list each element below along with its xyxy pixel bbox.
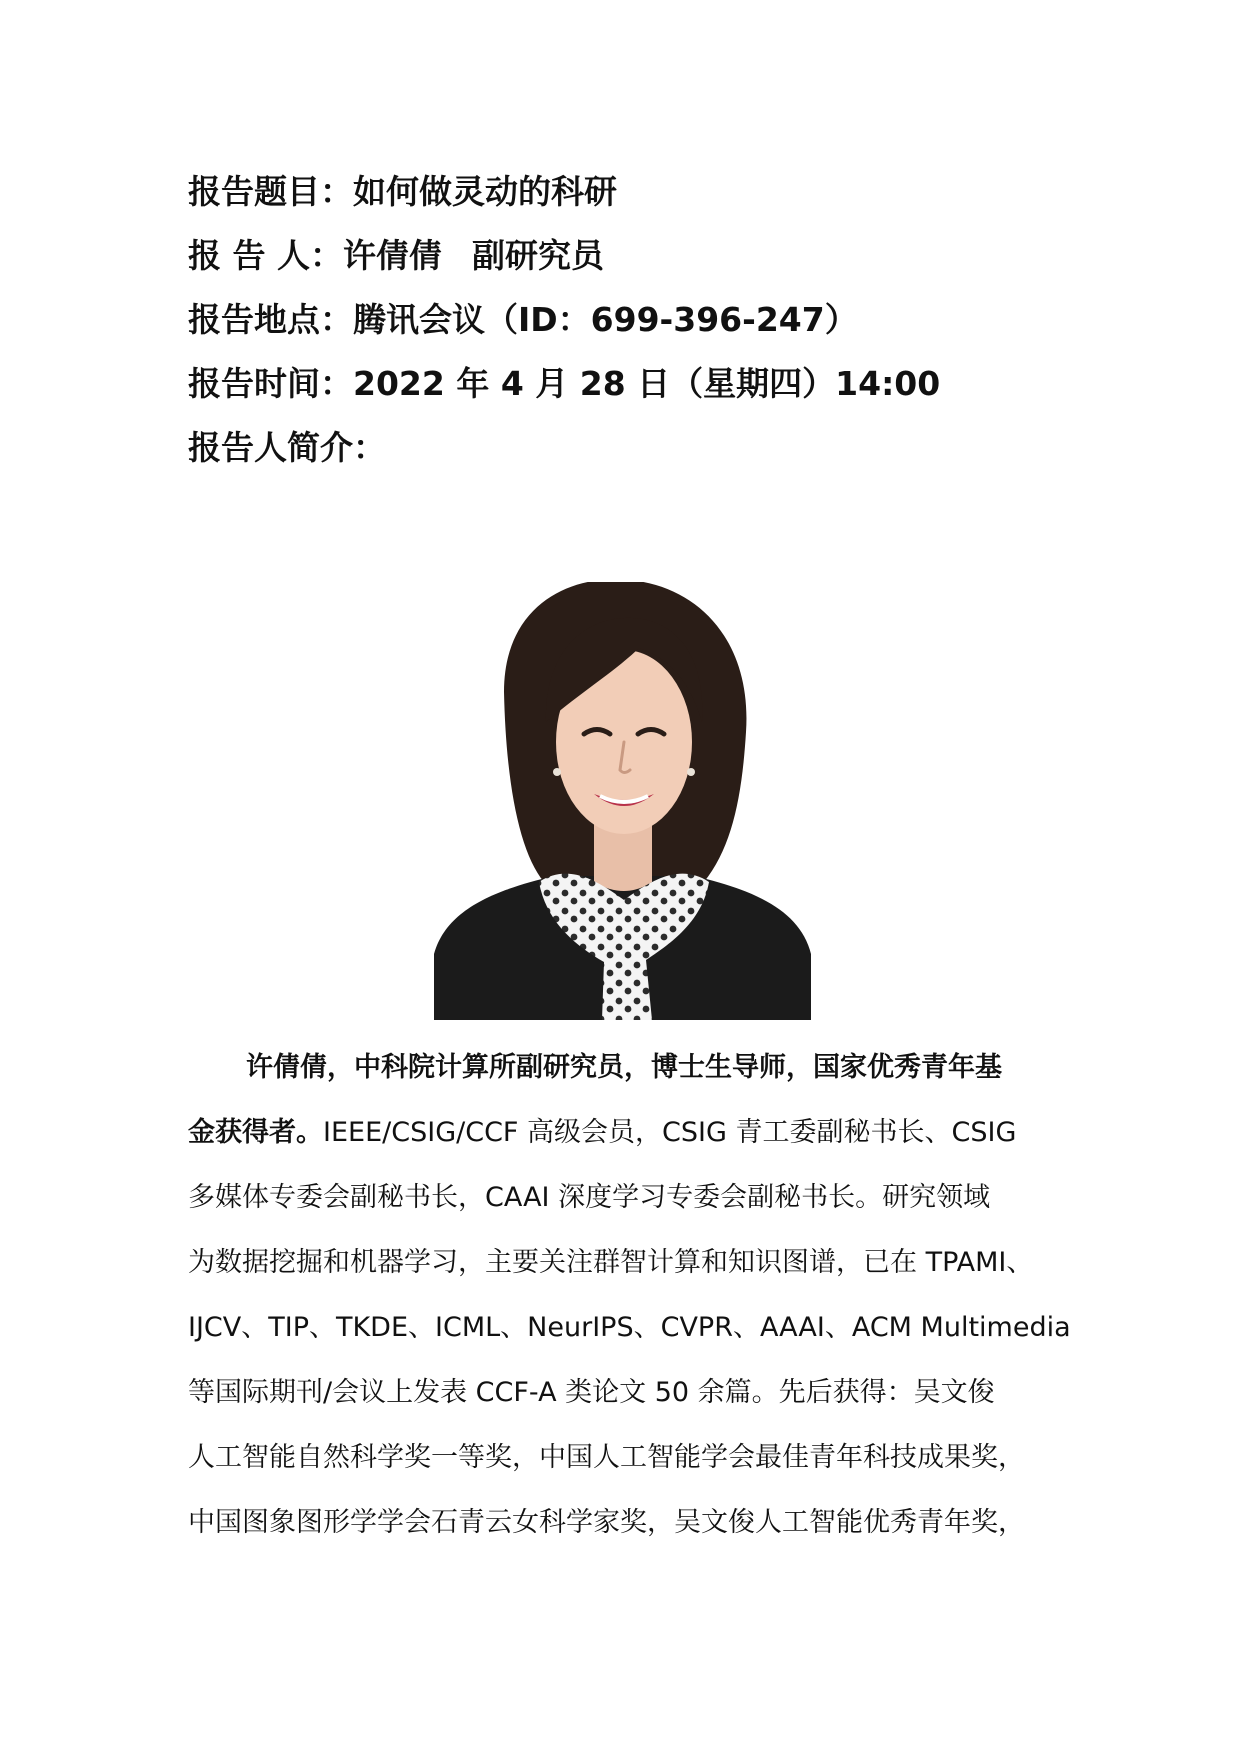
- speaker-photo: [434, 582, 811, 1020]
- bio-text: IEEE/CSIG/CCF 高级会员，CSIG 青工委副秘书长、CSIG: [323, 1117, 1017, 1148]
- report-speaker-line: [188, 224, 940, 288]
- bio-line: 中国图象图形学学会石青云女科学家奖，吴文俊人工智能优秀青年奖，: [188, 1507, 1025, 1538]
- report-speaker-rank: 副研究员: [471, 236, 604, 275]
- report-title-value: 如何做灵动的科研: [353, 172, 617, 211]
- report-speaker-label: 报 告 人：: [188, 236, 343, 275]
- report-location-label: 报告地点：: [188, 300, 353, 339]
- report-location-line: [188, 288, 940, 352]
- speaker-bio: [188, 1035, 1071, 1555]
- report-time-line: [188, 352, 940, 416]
- report-speaker-name: 许倩倩: [342, 236, 442, 275]
- report-intro-line: [188, 416, 940, 480]
- bio-line: 多媒体专委会副秘书长，CAAI 深度学习专委会副秘书长。研究领域: [188, 1182, 991, 1213]
- report-time-label: 报告时间：: [188, 364, 353, 403]
- bio-lead-end: 金获得者。: [188, 1117, 323, 1148]
- bio-line: 人工智能自然科学奖一等奖，中国人工智能学会最佳青年科技成果奖，: [188, 1442, 1025, 1473]
- speaker-portrait-illustration: [434, 582, 811, 1020]
- report-info: [188, 160, 940, 480]
- bio-line: IJCV、TIP、TKDE、ICML、NeurIPS、CVPR、AAAI、ACM Multimedia: [188, 1312, 1071, 1343]
- bio-line: 许倩倩，中科院计算所副研究员，博士生导师，国家优秀青年基: [246, 1052, 1002, 1083]
- report-location-value: 腾讯会议（ID：699-396-247）: [353, 300, 858, 339]
- report-time-value: 2022 年 4 月 28 日（星期四）14:00: [353, 364, 941, 403]
- bio-line: [188, 1100, 1058, 1165]
- report-title-label: 报告题目：: [188, 172, 353, 211]
- bio-line: 等国际期刊/会议上发表 CCF-A 类论文 50 余篇。先后获得：吴文俊: [188, 1377, 995, 1408]
- report-title-line: [188, 160, 940, 224]
- report-intro-label: 报告人简介：: [188, 428, 386, 467]
- bio-line: 为数据挖掘和机器学习，主要关注群智计算和知识图谱，已在 TPAMI、: [188, 1247, 1034, 1278]
